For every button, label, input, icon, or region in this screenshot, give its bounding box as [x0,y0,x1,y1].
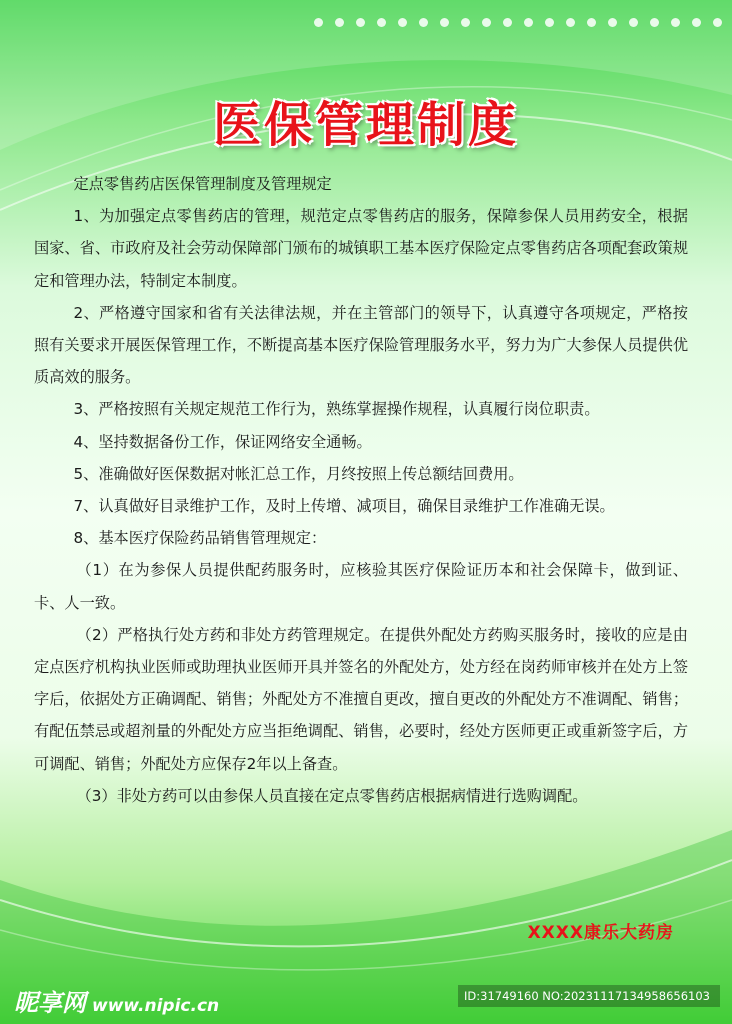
dot-icon [629,18,638,27]
dot-icon [587,18,596,27]
section-heading: 定点零售药店医保管理制度及管理规定 [73,175,332,193]
dot-icon [440,18,449,27]
sub-paragraph-3: （3）非处方药可以由参保人员直接在定点零售药店根据病情进行选购调配。 [76,786,588,805]
paragraph-2: 2、严格遵守国家和省有关法律法规，并在主管部门的领导下，认真遵守各项规定，严格按照有关要求开展医保管理工作，不断提高基本医疗保险管理服务水平，努力为广大参保人员提供优质高效的服务。 [34,303,688,387]
watermark-logo: 昵享网 [14,988,86,1017]
paragraph-8: 8、基本医疗保险药品销售管理规定： [73,529,327,548]
poster-title: 医保管理制度 [212,97,519,153]
dot-icon [461,18,470,27]
dot-icon [377,18,386,27]
dot-icon [545,18,554,27]
watermark-url: www.nipic.cn [92,996,220,1016]
dot-icon [608,18,617,27]
dot-icon [503,18,512,27]
dot-icon [566,18,575,27]
dot-icon [524,18,533,27]
paragraph-4: 4、坚持数据备份工作，保证网络安全通畅。 [73,432,372,451]
dot-icon [335,18,344,27]
dot-icon [713,18,722,27]
dot-icon [356,18,365,27]
watermark-brand [14,983,219,1018]
dot-icon [692,18,701,27]
shop-name: XXXX康乐大药房 [527,923,674,943]
dot-icon [482,18,491,27]
sub-paragraph-2: （2）严格执行处方药和非处方药管理规定。在提供外配处方药购买服务时，接收的应是由定点医疗机构执业医师或助理执业医师开具并签名的外配处方，处方经在岗药师审核并在处方上签字后，依据处方正确调配、销售；外配处方不准擅自更改，擅自更改的外配处方不准调配、销售；有配伍禁忌或超剂量的外配处方应当拒绝调配、销售，必要时，经处方医师更正或重新签字后，方可调配、销售；外配处方应保存2年以上备查。 [34,625,688,773]
decorative-dots [314,18,722,27]
dot-icon [671,18,680,27]
dot-icon [650,18,659,27]
paragraph-3: 3、严格按照有关规定规范工作行为，熟练掌握操作规程，认真履行岗位职责。 [73,400,600,419]
paragraph-7: 7、认真做好目录维护工作，及时上传增、减项目，确保目录维护工作准确无误。 [73,497,615,516]
watermark-id: ID:31749160 NO:20231117134958656103 [458,985,720,1007]
dot-icon [398,18,407,27]
dot-icon [314,18,323,27]
sub-paragraph-1: （1）在为参保人员提供配药服务时，应核验其医疗保险证历本和社会保障卡，做到证、卡、人一致。 [34,561,688,612]
dot-icon [419,18,428,27]
paragraph-1: 1、为加强定点零售药店的管理，规范定点零售药店的服务，保障参保人员用药安全，根据国家、省、市政府及社会劳动保障部门颁布的城镇职工基本医疗保险定点零售药店各项配套政策规定和管理办法，特制定本制度。 [34,207,688,290]
paragraph-5: 5、准确做好医保数据对帐汇总工作，月终按照上传总额结回费用。 [73,464,524,483]
regulation-body [34,168,688,812]
